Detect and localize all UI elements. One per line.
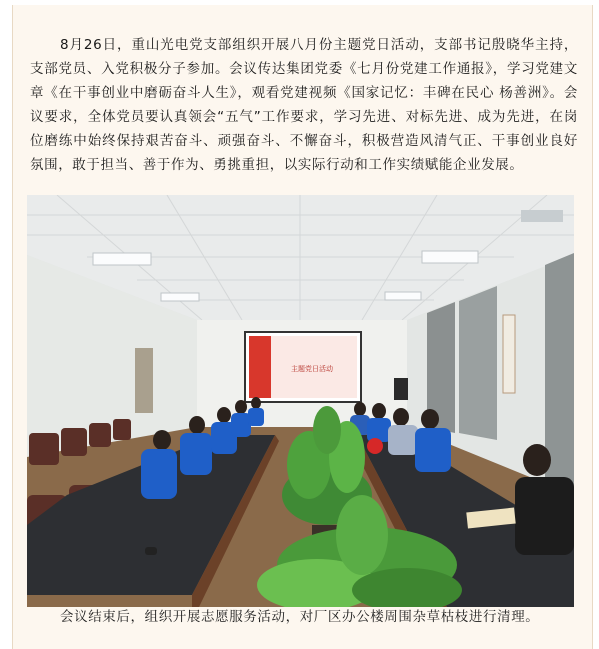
ceiling-light: [385, 292, 421, 300]
wooden-door: [135, 348, 153, 413]
curtain: [459, 286, 497, 440]
wall-calligraphy: [503, 315, 515, 393]
screen-slide-band: [249, 336, 271, 398]
mouse-device: [145, 547, 157, 555]
screen-title: 主题党日活动: [291, 365, 333, 373]
meeting-room-illustration: [27, 195, 574, 607]
article-paragraph-intro: [30, 33, 578, 177]
paragraph-text: 8月26日，重山光电党支部组织开展八月份主题党日活动，支部书记殷晓华主持，支部党员、入党积极分子参加。会议传达集团党委《七月份党建工作通报》，学习党建文章《在干事创业中磨砺奋斗人生》，观看党建视频《国家记忆：丰碑在民心 杨善洲》。会议要求，全体党员要认真领会“五气”工作要求，学习先进、对标先进、成为先进，在岗位磨练中始终保持艰苦奋斗、顽强奋斗、不懈奋斗，积极营造风清气正、干事创业良好氛围，敢于担当、善于作为、勇挑重担，以实际行动和工作实绩赋能企业发展。: [30, 37, 578, 173]
paragraph-text: 会议结束后，组织开展志愿服务活动，对厂区办公楼周围杂草枯枝进行清理。: [60, 609, 540, 625]
air-vent: [521, 210, 563, 222]
red-helmet: [367, 438, 383, 454]
ceiling-light: [161, 293, 199, 301]
article-card: [12, 5, 593, 649]
ceiling-light: [422, 251, 478, 263]
ceiling-light: [93, 253, 151, 265]
speaker: [394, 378, 408, 400]
meeting-photo: [27, 195, 574, 607]
article-paragraph-followup: [30, 605, 578, 629]
